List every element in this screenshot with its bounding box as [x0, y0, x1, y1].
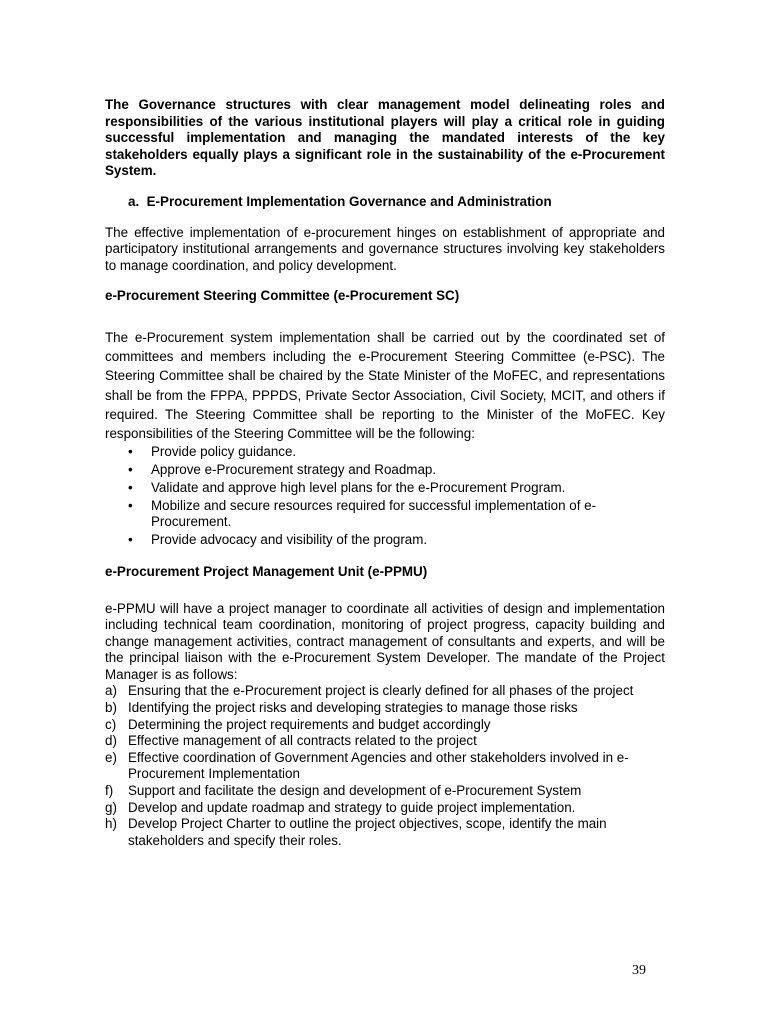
list-marker: b)	[105, 700, 117, 716]
list-marker: e)	[105, 749, 117, 765]
list-item: • Approve e-Procurement strategy and Roadmap.	[128, 462, 437, 478]
list-marker: h)	[105, 816, 117, 832]
project-manager-mandate-list	[105, 683, 665, 849]
list-item: • Provide advocacy and visibility of the program.	[128, 532, 428, 548]
list-marker: f)	[105, 783, 114, 799]
list-marker: d)	[105, 733, 117, 749]
list-marker: g)	[105, 799, 117, 815]
bullet-icon: •	[128, 532, 133, 548]
list-item: h) Develop Project Charter to outline the project objectives, scope, identify the main stakeholders and specify their roles.	[105, 816, 607, 848]
bullet-icon: •	[128, 497, 133, 513]
section-a-marker: a.	[128, 193, 140, 209]
list-marker: c)	[105, 716, 117, 732]
bullet-icon: •	[128, 462, 133, 478]
list-item: • Mobilize and secure resources required for successful implementation of e-Procurement.	[128, 497, 597, 530]
list-item: a) Ensuring that the e-Procurement project is clearly defined for all phases of the project	[105, 683, 634, 699]
intro-paragraph: The Governance structures with clear management model delineating roles and responsibilities of the various institutional players will play a critical role in guiding successful implementation and managing the mandated interests of the key stakeholders equally plays a significant role in the sustainability of the e-Procurement System.	[105, 97, 665, 179]
ppmu-heading: e-Procurement Project Management Unit (e-PPMU)	[105, 563, 428, 579]
section-a-body: The effective implementation of e-procurement hinges on establishment of appropriate and participatory institutional arrangements and governance structures involving key stakeholders to manage coordination, and policy development.	[105, 224, 665, 273]
list-marker: a)	[105, 683, 117, 699]
page-number: 39	[632, 963, 646, 978]
bullet-icon: •	[128, 479, 133, 495]
bullet-icon: •	[128, 444, 133, 460]
list-item: c) Determining the project requirements and budget accordingly	[105, 716, 491, 732]
list-item: f) Support and facilitate the design and development of e-Procurement System	[105, 783, 582, 799]
section-a-heading	[105, 194, 665, 211]
section-a-title: E-Procurement Implementation Governance and Administration	[146, 193, 552, 209]
list-item: d) Effective management of all contracts related to the project	[105, 733, 477, 749]
list-item: g) Develop and update roadmap and strategy to guide project implementation.	[105, 799, 576, 815]
page-content	[105, 97, 665, 849]
list-item: e) Effective coordination of Government Agencies and other stakeholders involved in e-Procurement Implementation	[105, 749, 629, 782]
steering-committee-heading: e-Procurement Steering Committee (e-Procurement SC)	[105, 288, 460, 304]
ppmu-body: e-PPMU will have a project manager to coordinate all activities of design and implementation including technical team coordination, monitoring of project progress, capacity building and change management activities, contract management of consultants and experts, and will be the principal liaison with the e-Procurement System Developer. The mandate of the Project Manager is as follows:	[105, 600, 665, 682]
list-item: b) Identifying the project risks and developing strategies to manage those risks	[105, 700, 578, 716]
list-item: • Provide policy guidance.	[128, 444, 297, 460]
steering-committee-responsibilities	[105, 444, 665, 549]
steering-committee-body: The e-Procurement system implementation shall be carried out by the coordinated set of committees and members including the e-Procurement Steering Committee (e-PSC). The Steering Committee shall be chaired by the State Minister of the MoFEC, and representations shall be from the FPPA, PPPDS, Private Sector Association, Civil Society, MCIT, and others if required. The Steering Committee shall be reporting to the Minister of the MoFEC. Key responsibilities of the Steering Committee will be the following:	[105, 329, 665, 441]
list-item: • Validate and approve high level plans for the e-Procurement Program.	[128, 479, 566, 495]
